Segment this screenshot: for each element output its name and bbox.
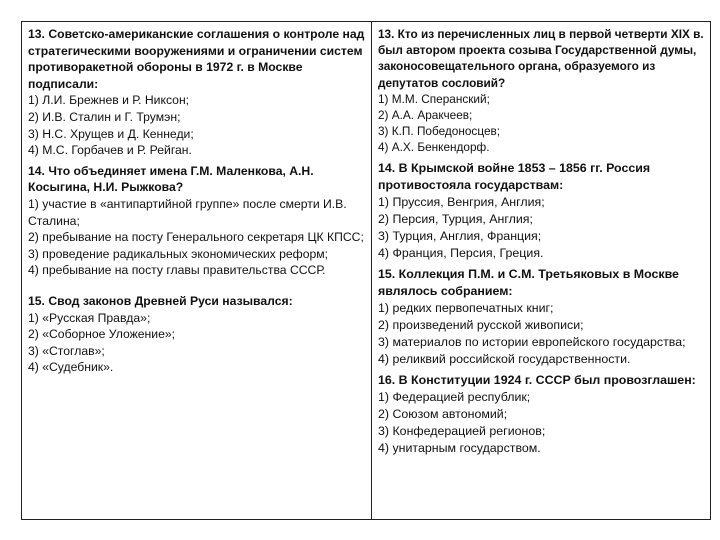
answer-option: 1) Федерацией республик; [378, 389, 531, 404]
answer-option: 2) «Соборное Уложение»; [28, 327, 176, 342]
question-title: 13. Советско-американские соглашения о контроле над стратегическими вооружениями и ограничении систем противоракетной обороны в 1972 г. в Москве подписали: [28, 27, 365, 91]
question-left-14 [28, 163, 365, 279]
quiz-sheet [21, 21, 711, 520]
answer-option: 1) Л.И. Брежнев и Р. Никсон; [28, 93, 190, 108]
answer-option: 4) «Судебник». [28, 360, 114, 375]
answer-option: 4) А.Х. Бенкендорф. [378, 140, 490, 155]
question-title: 13. Кто из перечисленных лиц в первой четверти XIX в. был автором проекта созыва Государственной думы, законосовещательного органа, образуемого из депутатов сословий? [378, 27, 704, 90]
answer-option: 1) Пруссия, Венгрия, Англия; [378, 194, 545, 209]
left-column [22, 22, 372, 519]
question-title: 16. В Конституции 1924 г. СССР был провозглашен: [378, 372, 696, 387]
question-right-14 [378, 160, 704, 262]
answer-option: 2) Союзом автономий; [378, 406, 508, 421]
question-title: 14. Что объединяет имена Г.М. Маленкова, А.Н. Косыгина, Н.И. Рыжкова? [28, 163, 314, 195]
answer-option: 4) М.С. Горбачев и Р. Рейган. [28, 143, 192, 158]
answer-option: 1) «Русская Правда»; [28, 310, 151, 325]
answer-option: 2) И.В. Сталин и Г. Трумэн; [28, 109, 181, 124]
answer-option: 3) «Стоглав»; [28, 343, 105, 358]
answer-option: 3) Н.С. Хрущев и Д. Кеннеди; [28, 126, 194, 141]
answer-option: 4) пребывание на посту главы правительства СССР. [28, 263, 326, 278]
answer-option: 1) участие в «антипартийной группе» после смерти И.В. Сталина; [28, 196, 347, 228]
question-left-15 [28, 293, 365, 376]
question-title: 15. Свод законов Древней Руси назывался: [28, 293, 293, 308]
question-left-13 [28, 26, 365, 159]
answer-option: 1) М.М. Сперанский; [378, 91, 490, 106]
question-right-15 [378, 266, 704, 368]
question-right-16 [378, 372, 704, 457]
question-title: 14. В Крымской войне 1853 – 1856 гг. Россия противостояла государствам: [378, 160, 651, 192]
answer-option: 2) пребывание на посту Генерального секретаря ЦК КПСС; [28, 230, 364, 245]
question-right-13 [378, 26, 704, 156]
answer-option: 3) материалов по истории европейского государства; [378, 334, 686, 349]
answer-option: 2) произведений русской живописи; [378, 317, 584, 332]
right-column [372, 22, 710, 519]
answer-option: 3) проведение радикальных экономических реформ; [28, 246, 329, 261]
answer-option: 2) А.А. Аракчеев; [378, 108, 473, 123]
question-title: 15. Коллекция П.М. и С.М. Третьяковых в Москве являлось собранием: [378, 266, 679, 298]
answer-option: 3) Конфедерацией регионов; [378, 423, 546, 438]
answer-option: 4) Франция, Персия, Греция. [378, 245, 544, 260]
answer-option: 1) редких первопечатных книг; [378, 300, 554, 315]
answer-option: 2) Персия, Турция, Англия; [378, 211, 533, 226]
answer-option: 3) К.П. Победоносцев; [378, 124, 501, 139]
answer-option: 3) Турция, Англия, Франция; [378, 228, 542, 243]
answer-option: 4) реликвий российской государственности. [378, 351, 631, 366]
answer-option: 4) унитарным государством. [378, 440, 541, 455]
